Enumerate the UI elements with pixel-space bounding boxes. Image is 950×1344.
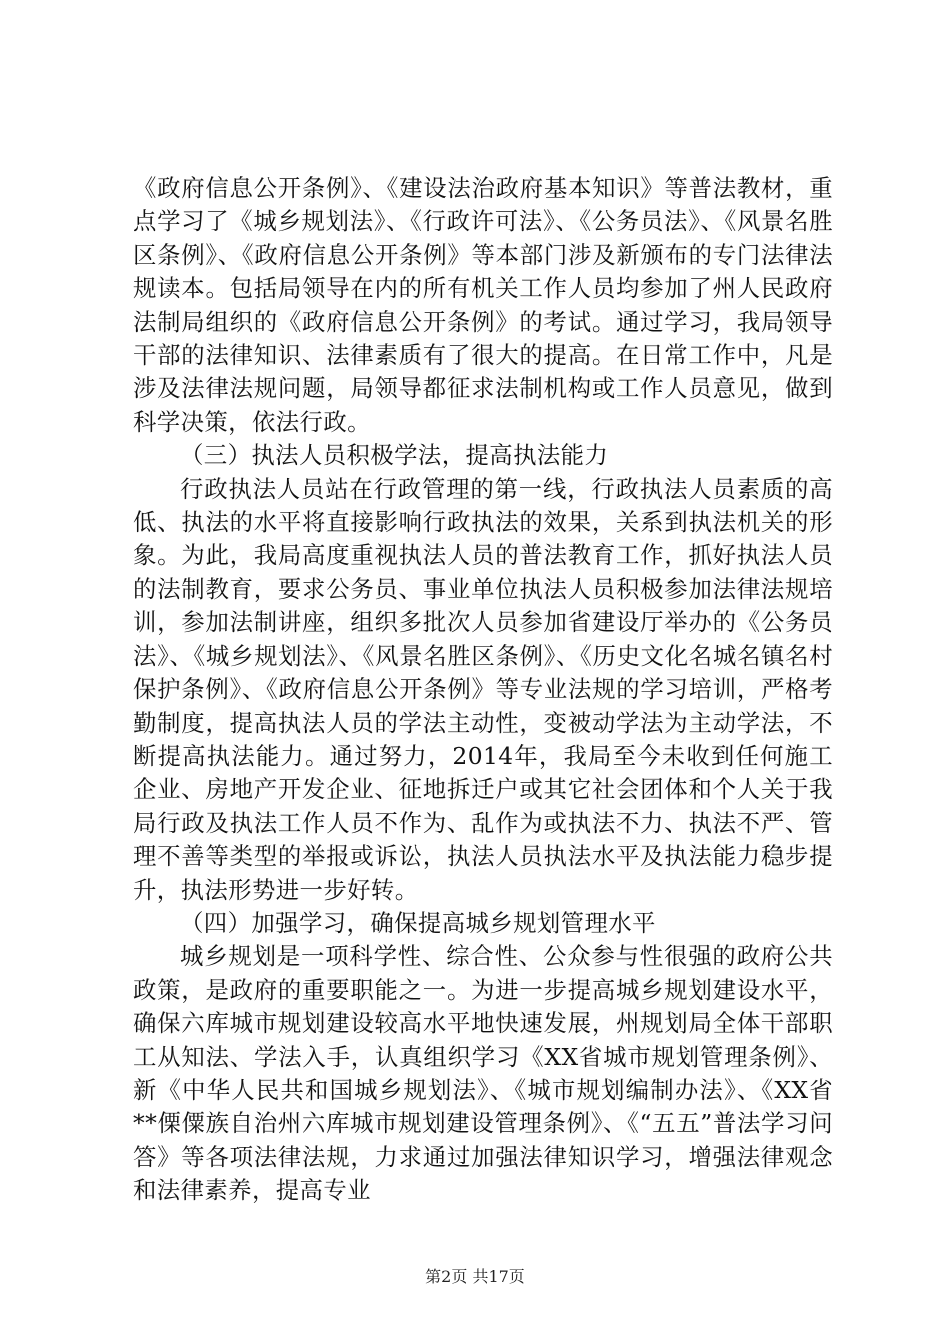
page-number-label: 第2页 共17页	[425, 1267, 525, 1286]
section-heading-3: （三）执法人员积极学法，提高执法能力	[180, 441, 609, 470]
paragraph-continuation: 《政府信息公开条例》、《建设法治政府基本知识》等普法教材，重点学习了《城乡规划法》、《行政许可法》、《公务员法》、《风景名胜区条例》、《政府信息公开条例》等本部门涉及新颁布的专门法律法规读本。包括局领导在内的所有机关工作人员均参加了州人民政府法制局组织的《政府信息公开条例》的考试。通过学习，我局领导干部的法律知识、法律素质有了很大的提高。在日常工作中，凡是涉及法律法规问题，局领导都征求法制机构或工作人员意见，做到科学决策，依法行政。	[133, 174, 833, 436]
paragraph-law-enforcement: 行政执法人员站在行政管理的第一线，行政执法人员素质的高低、执法的水平将直接影响行政执法的效果，关系到执法机关的形象。为此，我局高度重视执法人员的普法教育工作，抓好执法人员的法制教育，要求公务员、事业单位执法人员积极参加法律法规培训，参加法制讲座，组织多批次人员参加省建设厅举办的《公务员法》、《城乡规划法》、《风景名胜区条例》、《历史文化名城名镇名村保护条例》、《政府信息公开条例》等专业法规的学习培训，严格考勤制度，提高执法人员的学法主动性，变被动学法为主动学法，不断提高执法能力。通过努力，2014年，我局至今未收到任何施工企业、房地产开发企业、征地拆迁户或其它社会团体和个人关于我局行政及执法工作人员不作为、乱作为或执法不力、执法不严、管理不善等类型的举报或诉讼，执法人员执法水平及执法能力稳步提升，执法形势进一步好转。	[133, 474, 833, 904]
paragraph-urban-planning: 城乡规划是一项科学性、综合性、公众参与性很强的政府公共政策，是政府的重要职能之一。为进一步提高城乡规划建设水平，确保六库城市规划建设较高水平地快速发展，州规划局全体干部职工从知法、学法入手，认真组织学习《XX省城市规划管理条例》、新《中华人民共和国城乡规划法》、《城市规划编制办法》、《XX省**傈僳族自治州六库城市规划建设管理条例》、《“五五”普法学习问答》等各项法律法规，力求通过加强法律知识学习，增强法律观念和法律素养，提高专业	[133, 942, 833, 1205]
document-body	[133, 172, 833, 1208]
section-heading-4: （四）加强学习，确保提高城乡规划管理水平	[180, 908, 656, 937]
page-footer	[0, 1264, 950, 1287]
